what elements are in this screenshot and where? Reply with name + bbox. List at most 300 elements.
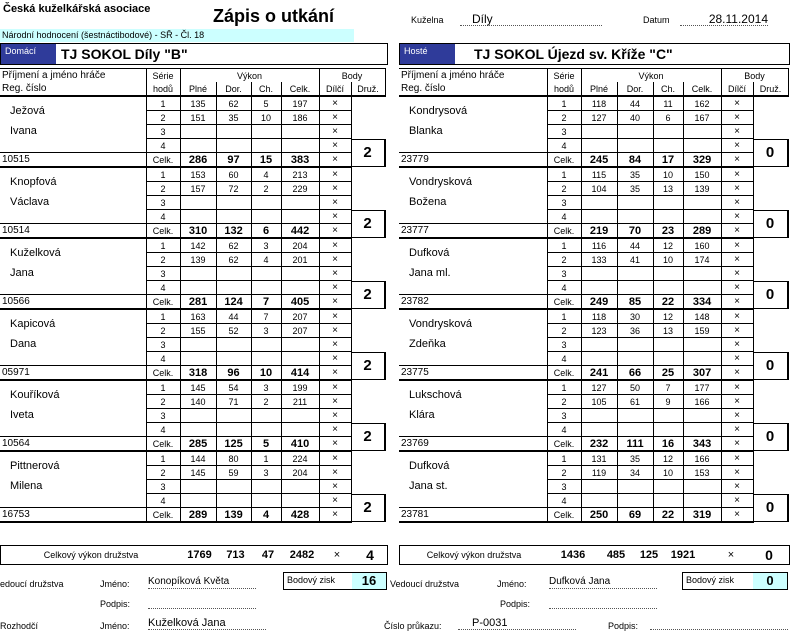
celk-label: Celk. xyxy=(547,295,581,310)
player-reg-number: 23779 xyxy=(399,153,547,168)
player-reg-number: 05971 xyxy=(0,366,146,381)
player-surname: Kuželková xyxy=(0,238,146,267)
total-ch: 22 xyxy=(653,295,683,310)
player-reg-number: 23775 xyxy=(399,366,547,381)
druz-empty xyxy=(753,167,788,182)
dilci-cross: × xyxy=(721,196,753,210)
ch-value: 12 xyxy=(653,451,683,466)
series-row xyxy=(0,409,385,423)
celk-value xyxy=(683,125,721,139)
celk-value xyxy=(281,210,319,224)
ch-value xyxy=(251,352,281,366)
col-druz-header: Druž. xyxy=(351,82,385,96)
celk-value: 166 xyxy=(683,451,721,466)
series-row xyxy=(399,125,788,139)
dor-value xyxy=(216,125,251,139)
celk-label: Celk. xyxy=(547,224,581,239)
druz-empty xyxy=(351,196,385,210)
series-number: 1 xyxy=(547,238,581,253)
dor-value: 35 xyxy=(216,111,251,125)
plne-value: 142 xyxy=(180,238,216,253)
series-number: 4 xyxy=(146,281,180,295)
celk-value xyxy=(683,210,721,224)
plne-value: 140 xyxy=(180,395,216,409)
col-celk-header: Celk. xyxy=(281,82,319,96)
series-row xyxy=(399,338,788,352)
total-dor: 125 xyxy=(216,437,251,452)
dor-value xyxy=(216,352,251,366)
total-celk: 383 xyxy=(281,153,319,168)
total-plne: 310 xyxy=(180,224,216,239)
series-number: 1 xyxy=(146,451,180,466)
ch-value xyxy=(251,210,281,224)
celk-label: Celk. xyxy=(146,295,180,310)
celk-value: 150 xyxy=(683,167,721,182)
ch-value: 5 xyxy=(251,96,281,111)
series-number: 2 xyxy=(547,253,581,267)
total-dor: 97 xyxy=(216,153,251,168)
dor-value: 36 xyxy=(617,324,653,338)
plne-value: 127 xyxy=(581,111,617,125)
series-number: 1 xyxy=(146,380,180,395)
plne-value: 153 xyxy=(180,167,216,182)
player-firstname: Jana xyxy=(0,267,146,295)
dilci-cross: × xyxy=(319,480,351,494)
druz-empty xyxy=(351,466,385,480)
referee-podpis-label: Podpis: xyxy=(608,621,639,631)
plne-value xyxy=(180,352,216,366)
series-row xyxy=(399,167,788,182)
plne-value: 135 xyxy=(180,96,216,111)
rozhodci-label: Rozhodčí xyxy=(0,621,39,631)
druz-empty xyxy=(753,182,788,196)
dor-value xyxy=(617,267,653,281)
total-celk: 289 xyxy=(683,224,721,239)
series-row xyxy=(399,309,788,324)
series-row xyxy=(399,409,788,423)
dilci-cross: × xyxy=(721,508,753,523)
celk-value: 197 xyxy=(281,96,319,111)
total-celk: 442 xyxy=(281,224,319,239)
dilci-cross: × xyxy=(319,494,351,508)
dilci-cross: × xyxy=(319,437,351,452)
col-druz-header: Druž. xyxy=(753,82,788,96)
ch-value xyxy=(653,494,683,508)
druz-empty xyxy=(753,451,788,466)
dilci-cross: × xyxy=(721,167,753,182)
dor-value: 44 xyxy=(617,238,653,253)
dor-value: 62 xyxy=(216,238,251,253)
druz-points-cell xyxy=(753,494,788,523)
kuzelna-value: Díly xyxy=(460,13,602,26)
total-plne: 241 xyxy=(581,366,617,381)
plne-value xyxy=(581,423,617,437)
player-total-row xyxy=(0,366,385,381)
ch-value xyxy=(653,352,683,366)
celk-value xyxy=(683,139,721,153)
col-series-header: Série xyxy=(146,69,180,83)
dilci-cross: × xyxy=(721,480,753,494)
celk-value xyxy=(281,125,319,139)
series-number: 2 xyxy=(146,324,180,338)
guest-team-name: TJ SOKOL Újezd sv. Kříže "C" xyxy=(474,46,673,62)
total-dor: 69 xyxy=(617,508,653,523)
home-sum-celk: 2482 xyxy=(289,549,315,561)
series-number: 4 xyxy=(547,139,581,153)
dilci-cross: × xyxy=(319,508,351,523)
guest-signature-line xyxy=(549,596,657,609)
dor-value xyxy=(216,338,251,352)
series-number: 4 xyxy=(547,210,581,224)
player-reg-number: 23769 xyxy=(399,437,547,452)
player-points: 2 xyxy=(351,210,385,238)
home-sum-ch: 47 xyxy=(261,549,275,561)
col-ch-header: Ch. xyxy=(653,82,683,96)
dilci-cross: × xyxy=(319,324,351,338)
plne-value: 144 xyxy=(180,451,216,466)
guest-leader-name: Dufková Jana xyxy=(549,576,657,589)
series-row xyxy=(0,451,385,466)
dor-value xyxy=(216,281,251,295)
series-number: 2 xyxy=(547,182,581,196)
player-points: 0 xyxy=(753,281,788,309)
ch-value: 10 xyxy=(653,253,683,267)
series-number: 4 xyxy=(146,139,180,153)
home-podpis-label: Podpis: xyxy=(100,599,131,609)
col-player-header: Příjmení a jméno hráče xyxy=(399,69,547,83)
guest-sum-ch: 125 xyxy=(639,549,659,561)
celk-value: 166 xyxy=(683,395,721,409)
plne-value: 127 xyxy=(581,380,617,395)
total-dor: 85 xyxy=(617,295,653,310)
druz-empty xyxy=(753,196,788,210)
dilci-cross: × xyxy=(319,295,351,310)
series-number: 3 xyxy=(547,409,581,423)
col-dor-header: Dor. xyxy=(216,82,251,96)
celk-value: 167 xyxy=(683,111,721,125)
col-vykon-header: Výkon xyxy=(581,69,721,83)
plne-value xyxy=(180,196,216,210)
plne-value xyxy=(581,352,617,366)
ch-value: 12 xyxy=(653,309,683,324)
plne-value xyxy=(581,267,617,281)
series-number: 2 xyxy=(547,111,581,125)
ch-value: 12 xyxy=(653,238,683,253)
series-number: 2 xyxy=(547,324,581,338)
total-ch: 6 xyxy=(251,224,281,239)
ch-value xyxy=(653,210,683,224)
datum-label: Datum xyxy=(643,15,670,25)
series-row xyxy=(0,125,385,139)
series-row xyxy=(0,238,385,253)
druz-empty xyxy=(753,480,788,494)
series-number: 3 xyxy=(146,267,180,281)
dilci-cross: × xyxy=(721,494,753,508)
ch-value: 2 xyxy=(251,395,281,409)
player-total-row xyxy=(0,508,385,523)
player-points: 0 xyxy=(753,210,788,238)
celk-value: 160 xyxy=(683,238,721,253)
ch-value: 11 xyxy=(653,96,683,111)
dilci-cross: × xyxy=(319,380,351,395)
dilci-cross: × xyxy=(319,238,351,253)
player-points: 0 xyxy=(753,423,788,451)
dilci-cross: × xyxy=(319,352,351,366)
player-points: 2 xyxy=(351,352,385,380)
total-celk: 428 xyxy=(281,508,319,523)
home-score-table xyxy=(0,68,386,523)
total-ch: 22 xyxy=(653,508,683,523)
home-team-name: TJ SOKOL Díly "B" xyxy=(61,46,188,62)
celk-value: 159 xyxy=(683,324,721,338)
ch-value xyxy=(251,196,281,210)
total-plne: 318 xyxy=(180,366,216,381)
player-points: 2 xyxy=(351,423,385,451)
home-zisk-label: Bodový zisk xyxy=(287,575,336,585)
series-number: 2 xyxy=(146,466,180,480)
home-summary-label: Celkový výkon družstva xyxy=(43,550,139,560)
guest-summary-label: Celkový výkon družstva xyxy=(426,550,522,560)
series-number: 3 xyxy=(547,480,581,494)
celk-value xyxy=(281,139,319,153)
plne-value xyxy=(180,423,216,437)
guest-zisk-label: Bodový zisk xyxy=(686,575,735,585)
dor-value xyxy=(617,139,653,153)
series-row xyxy=(0,380,385,395)
player-firstname: Klára xyxy=(399,409,547,437)
plne-value xyxy=(180,494,216,508)
celk-value: 148 xyxy=(683,309,721,324)
druz-points-cell xyxy=(351,352,385,381)
home-jmeno-label: Jméno: xyxy=(100,579,130,589)
player-points: 0 xyxy=(753,352,788,380)
ch-value: 9 xyxy=(653,395,683,409)
dor-value: 80 xyxy=(216,451,251,466)
druz-points-cell xyxy=(351,494,385,523)
ch-value xyxy=(653,480,683,494)
ch-value: 3 xyxy=(251,238,281,253)
dilci-cross: × xyxy=(721,366,753,381)
dilci-cross: × xyxy=(319,153,351,168)
series-number: 3 xyxy=(547,125,581,139)
player-total-row xyxy=(399,508,788,523)
dilci-cross: × xyxy=(721,224,753,239)
total-plne: 232 xyxy=(581,437,617,452)
dor-value: 62 xyxy=(216,253,251,267)
ch-value: 3 xyxy=(251,466,281,480)
dilci-cross: × xyxy=(319,395,351,409)
total-dor: 111 xyxy=(617,437,653,452)
total-ch: 7 xyxy=(251,295,281,310)
series-number: 3 xyxy=(146,125,180,139)
dor-value xyxy=(216,210,251,224)
total-dor: 139 xyxy=(216,508,251,523)
home-leader-name: Konopíková Květa xyxy=(148,576,256,589)
dor-value: 35 xyxy=(617,182,653,196)
ch-value: 4 xyxy=(251,253,281,267)
dor-value xyxy=(617,338,653,352)
home-leader-label: edoucí družstva xyxy=(0,579,64,589)
druz-points-cell xyxy=(351,210,385,239)
guest-zisk-value: 0 xyxy=(753,573,787,589)
celk-value: 224 xyxy=(281,451,319,466)
total-dor: 96 xyxy=(216,366,251,381)
series-number: 1 xyxy=(547,309,581,324)
dor-value xyxy=(617,196,653,210)
celk-value: 213 xyxy=(281,167,319,182)
plne-value xyxy=(581,409,617,423)
plne-value xyxy=(180,480,216,494)
col-plne-header: Plné xyxy=(581,82,617,96)
guest-score-table xyxy=(399,68,789,523)
home-sum-plne: 1769 xyxy=(187,549,212,561)
plne-value: 116 xyxy=(581,238,617,253)
plne-value: 163 xyxy=(180,309,216,324)
dilci-cross: × xyxy=(721,238,753,253)
druz-empty xyxy=(351,125,385,139)
ch-value xyxy=(653,267,683,281)
druz-empty xyxy=(351,324,385,338)
ch-value xyxy=(251,267,281,281)
series-row xyxy=(399,238,788,253)
col-reg-header: Reg. číslo xyxy=(0,82,146,96)
player-total-row xyxy=(399,366,788,381)
dilci-cross: × xyxy=(721,466,753,480)
dor-value: 59 xyxy=(216,466,251,480)
dor-value: 71 xyxy=(216,395,251,409)
celk-value xyxy=(683,423,721,437)
total-ch: 17 xyxy=(653,153,683,168)
player-firstname: Dana xyxy=(0,338,146,366)
total-dor: 66 xyxy=(617,366,653,381)
plne-value: 118 xyxy=(581,96,617,111)
dor-value xyxy=(617,125,653,139)
celk-value xyxy=(683,352,721,366)
celk-value xyxy=(281,281,319,295)
ch-value: 10 xyxy=(251,111,281,125)
col-plne-header: Plné xyxy=(180,82,216,96)
player-points: 2 xyxy=(351,494,385,522)
dor-value xyxy=(216,494,251,508)
druz-empty xyxy=(753,253,788,267)
kuzelna-label: Kuželna xyxy=(411,15,444,25)
dor-value: 41 xyxy=(617,253,653,267)
druz-empty xyxy=(351,253,385,267)
player-firstname: Zdeňka xyxy=(399,338,547,366)
dilci-cross: × xyxy=(721,182,753,196)
dilci-cross: × xyxy=(319,96,351,111)
plne-value xyxy=(581,494,617,508)
series-number: 1 xyxy=(547,451,581,466)
total-ch: 25 xyxy=(653,366,683,381)
dilci-cross: × xyxy=(721,451,753,466)
home-bodovy-zisk xyxy=(283,572,387,590)
druz-points-cell xyxy=(351,139,385,168)
prukaz-value: P-0031 xyxy=(458,617,576,630)
player-points: 0 xyxy=(753,139,788,167)
plne-value xyxy=(581,480,617,494)
ch-value xyxy=(251,281,281,295)
player-total-row xyxy=(399,224,788,239)
druz-empty xyxy=(351,451,385,466)
druz-empty xyxy=(753,380,788,395)
plne-value xyxy=(180,267,216,281)
dor-value: 44 xyxy=(216,309,251,324)
total-dor: 124 xyxy=(216,295,251,310)
druz-points-cell xyxy=(753,281,788,310)
dilci-cross: × xyxy=(319,409,351,423)
ch-value xyxy=(251,125,281,139)
series-number: 3 xyxy=(547,338,581,352)
dor-value xyxy=(617,281,653,295)
celk-value: 177 xyxy=(683,380,721,395)
celk-label: Celk. xyxy=(547,366,581,381)
dilci-cross: × xyxy=(721,139,753,153)
celk-value xyxy=(281,409,319,423)
dor-value: 72 xyxy=(216,182,251,196)
ch-value: 13 xyxy=(653,324,683,338)
guest-sum-x: × xyxy=(727,549,735,561)
plne-value xyxy=(180,281,216,295)
dilci-cross: × xyxy=(721,210,753,224)
druz-empty xyxy=(351,267,385,281)
series-row xyxy=(0,309,385,324)
dor-value xyxy=(617,494,653,508)
player-reg-number: 23782 xyxy=(399,295,547,310)
plne-value: 123 xyxy=(581,324,617,338)
celk-value: 199 xyxy=(281,380,319,395)
series-number: 3 xyxy=(146,196,180,210)
dor-value: 40 xyxy=(617,111,653,125)
plne-value xyxy=(581,210,617,224)
plne-value xyxy=(581,338,617,352)
dilci-cross: × xyxy=(721,253,753,267)
ch-value xyxy=(653,125,683,139)
series-number: 1 xyxy=(547,380,581,395)
player-total-row xyxy=(0,153,385,168)
series-number: 3 xyxy=(146,338,180,352)
druz-empty xyxy=(351,409,385,423)
player-surname: Dufková xyxy=(399,238,547,267)
dor-value: 30 xyxy=(617,309,653,324)
player-reg-number: 10566 xyxy=(0,295,146,310)
dor-value xyxy=(617,423,653,437)
ch-value: 7 xyxy=(653,380,683,395)
celk-value xyxy=(683,338,721,352)
total-ch: 5 xyxy=(251,437,281,452)
series-number: 2 xyxy=(547,395,581,409)
druz-empty xyxy=(351,395,385,409)
dilci-cross: × xyxy=(319,466,351,480)
series-row xyxy=(0,480,385,494)
celk-value xyxy=(281,494,319,508)
celk-value: 204 xyxy=(281,238,319,253)
total-ch: 16 xyxy=(653,437,683,452)
dilci-cross: × xyxy=(721,96,753,111)
druz-empty xyxy=(351,182,385,196)
player-firstname: Ivana xyxy=(0,125,146,153)
druz-empty xyxy=(351,480,385,494)
total-plne: 249 xyxy=(581,295,617,310)
dor-value: 62 xyxy=(216,96,251,111)
datum-value: 28.11.2014 xyxy=(680,13,768,26)
col-reg-header: Reg. číslo xyxy=(399,82,547,96)
dilci-cross: × xyxy=(319,125,351,139)
dilci-cross: × xyxy=(721,111,753,125)
home-team-box xyxy=(0,43,388,65)
series-number: 2 xyxy=(547,466,581,480)
series-number: 3 xyxy=(146,409,180,423)
